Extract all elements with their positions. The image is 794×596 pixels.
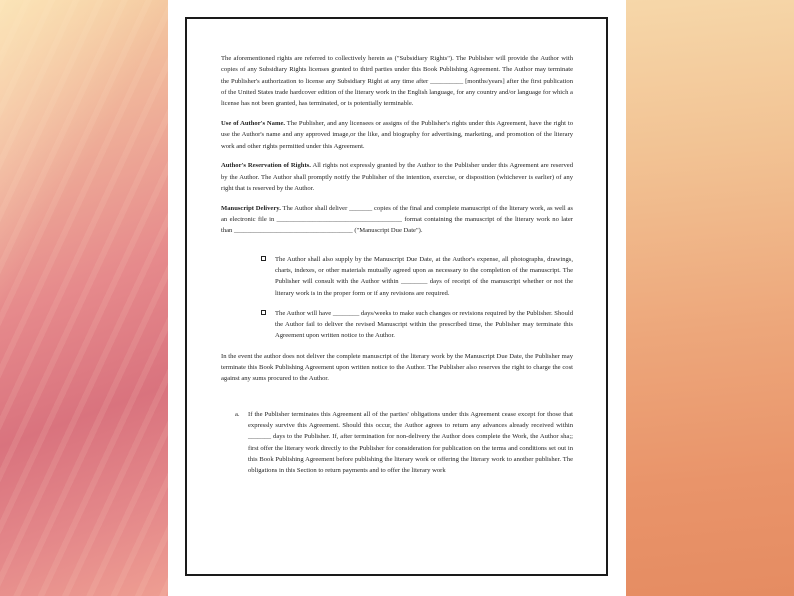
paragraph-heading: Manuscript Delivery. (221, 204, 281, 212)
background-left (0, 0, 168, 596)
item-letter: a. (235, 410, 240, 418)
paragraph-text: The Author shall deliver _______ copies of the final and complete manuscript of the literary work, as well as an electronic file in ______________________________________ format containing the manuscript of the literary work no later than ____________________________________ ("Manuscript Due Date"). (221, 204, 573, 235)
background-right (626, 0, 794, 596)
document-body (221, 53, 573, 476)
lettered-list (235, 409, 573, 477)
bullet-text: The Author shall also supply by the Manuscript Due Date, at the Author's expense, all photographs, drawings, charts, indexes, or other materials mutually agreed upon as necessary to the completion of the manuscript. The Publisher will consult with the Author within ________ days of receipt of the manuscript whether or not the literary work is in the proper form or if any revisions are required. (275, 255, 573, 297)
paragraph-non-delivery: In the event the author does not deliver the complete manuscript of the literary work by the Manuscript Due Date, the Publisher may terminate this Book Publishing Agreement upon written notice to the Author. The Publisher also reserves the right to charge the cost against any sums procured to the Author. (221, 352, 573, 383)
checkbox-bullet-icon (261, 256, 266, 261)
paragraph-heading: Author's Reservation of Rights. (221, 162, 311, 170)
bullet-list (261, 254, 573, 342)
paragraph-text: The Publisher, and any licensees or assigns of the Publisher's rights under this Agreement, have the right to use the Author's name and any approved image,or the like, and biography for advertising, marketing, and promotion of the literary work and other rights permitted under this Agreement. (221, 119, 573, 150)
paragraph-reservation-of-rights (221, 160, 573, 194)
bullet-text: The Author will have ________ days/weeks to make such changes or revisions required by the Publisher. Should the Author fail to deliver the revised Manuscript within the prescribed time, the Publisher may terminate this Agreement upon written notice to the Author. (275, 309, 573, 340)
paragraph-manuscript-delivery (221, 203, 573, 237)
bullet-item (261, 254, 573, 299)
bullet-item (261, 308, 573, 342)
paragraph-use-of-authors-name (221, 118, 573, 152)
lettered-item (235, 409, 573, 477)
item-text: If the Publisher terminates this Agreement all of the parties' obligations under this Agreement cease except for those that expressly survive this Agreement. Should this occur, the Author agrees to return any advances already received within _______ days to the Publisher. If, after termination for non-delivery the Author does complete the Work, the Author sha;; first offer the literary work directly to the Publisher for consideration for publication on the terms and conditions set out in this Book Publishing Agreement before publishing the literary work or offering the literary work to another publisher. The obligations in this Section to return payments and to offer the literary work (248, 410, 573, 475)
paragraph-heading: Use of Author's Name. (221, 119, 286, 127)
paragraph-text: The aforementioned rights are referred to collectively herein as ("Subsidiary Rights"). The Publisher will provide the Author with copies of any Subsidiary Rights licenses granted to third parties under this Book Publishing Agreement. The Author may terminate the Publisher's authorization to license any Subsidiary Right at any time after __________ [months/years] after the first publication of the United States trade hardcover edition of the literary work in the English language, for any country and/or language for which a license has not been granted, has terminated, or is potentially terminable. (221, 55, 573, 108)
checkbox-bullet-icon (261, 310, 266, 315)
paragraph-text: All rights not expressly granted by the Author to the Publisher under this Agreement are reserved by the Author. The Author shall promptly notify the Publisher of the intention, exercise, or disposition (whichever is earlier) of any right that is reserved by the Author. (221, 162, 573, 192)
paragraph-subsidiary-rights (221, 53, 573, 109)
